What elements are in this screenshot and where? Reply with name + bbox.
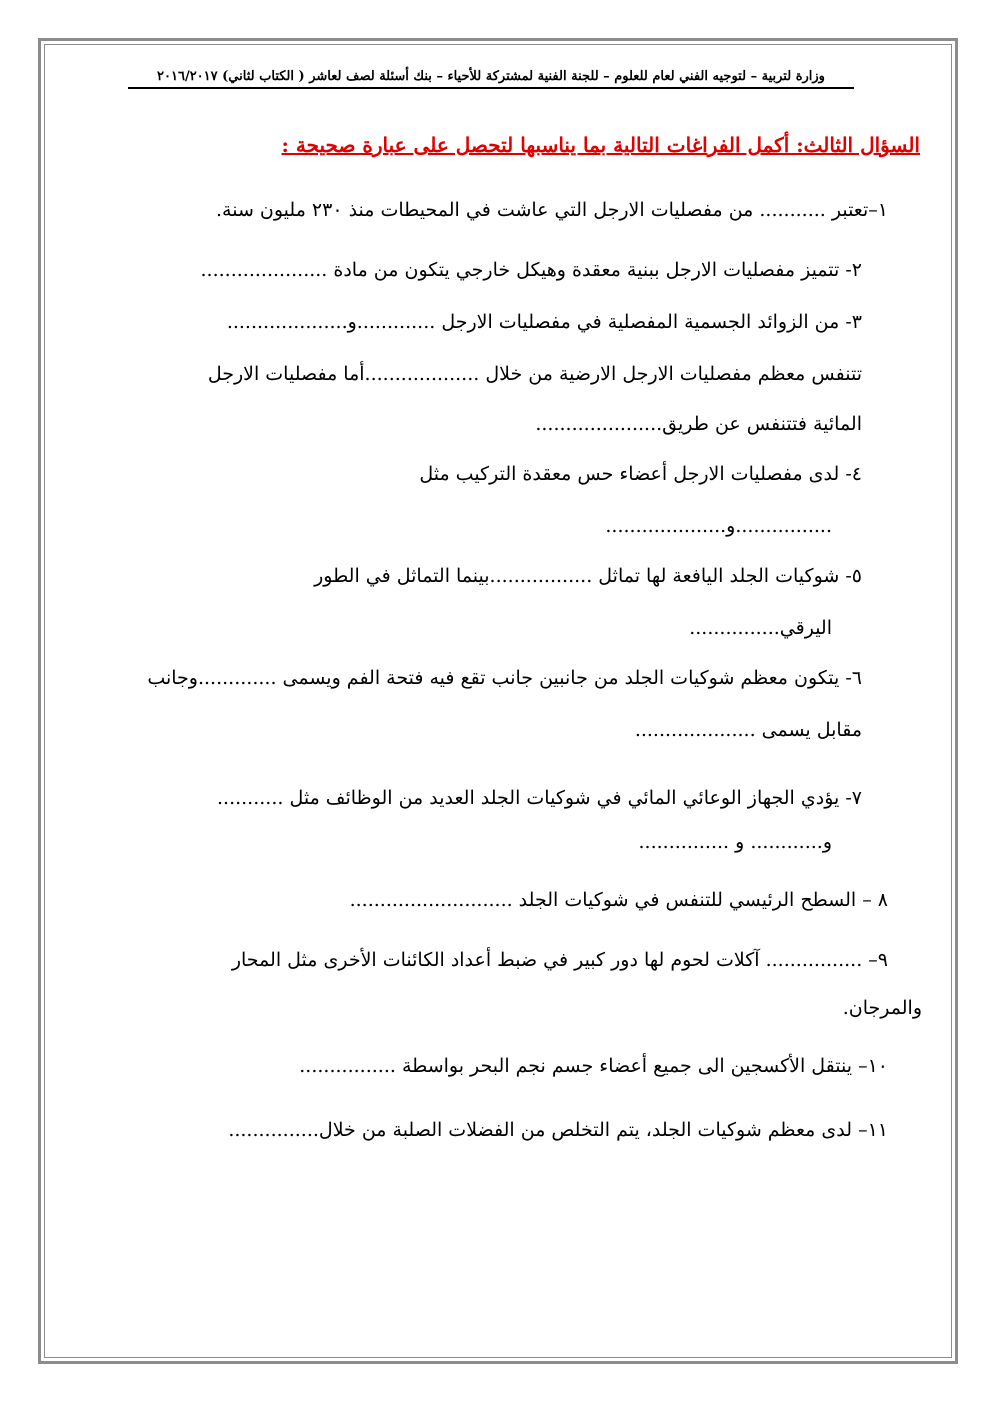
header-underline [128,87,854,89]
item-7: ٧- يؤدي الجهاز الوعائي المائي في شوكيات الجلد العديد من الوظائف مثل ........... [216,787,862,809]
item-11: ١١– لدى معظم شوكيات الجلد، يتم التخلص من الفضلات الصلبة من خلال............... [228,1119,888,1141]
item-8: ٨ – السطح الرئيسي للتنفس في شوكيات الجلد ........................... [349,889,888,911]
item-9-cont: والمرجان. [842,997,922,1019]
item-5-cont: اليرقي............... [689,617,832,639]
item-3-cont-2: المائية فتتنفس عن طريق..................... [535,413,862,435]
question-title: السؤال الثالث: أكمل الفراغات التالية بما يناسبها لتحصل على عبارة صحيحة : [281,133,920,157]
item-5: ٥- شوكيات الجلد اليافعة لها تماثل .................بينما التماثل في الطور [314,565,862,587]
item-3: ٣- من الزوائد الجسمية المفصلية في مفصليات الارجل .............و.................... [226,311,862,333]
page-border-inner [44,44,952,1358]
item-4: ٤- لدى مفصليات الارجل أعضاء حس معقدة التركيب مثل [419,463,862,485]
item-7-cont: و............ و ............... [638,831,832,853]
item-10: ١٠– ينتقل الأكسجين الى جميع أعضاء جسم نجم البحر بواسطة ................ [299,1055,888,1077]
item-6: ٦- يتكون معظم شوكيات الجلد من جانبين جانب تقع فيه فتحة الفم ويسمى .............وجانب [147,667,862,689]
item-3-cont-1: تتنفس معظم مفصليات الارجل الارضية من خلال ...................أما مفصليات الارجل [207,363,862,385]
item-1: ١–تعتبر ........... من مفصليات الارجل التي عاشت في المحيطات منذ ٢٣٠ مليون سنة. [215,199,888,221]
header-text: وزارة لتربية – لتوجيه الفني لعام للعلوم – للجنة الفنية لمشتركة للأحياء – بنك أسئلة لصف لعاشر ( الكتاب لثاني) ٢٠١٦/٢٠١٧ [157,69,825,84]
item-9: ٩– ................ آكلات لحوم لها دور كبير في ضبط أعداد الكائنات الأخرى مثل المحار [231,949,888,971]
item-4-cont: ................و.................... [605,515,832,537]
item-6-cont: مقابل يسمى .................... [634,719,862,741]
page-header [128,68,854,89]
item-2: ٢- تتميز مفصليات الارجل ببنية معقدة وهيكل خارجي يتكون من مادة ..................... [200,259,862,281]
